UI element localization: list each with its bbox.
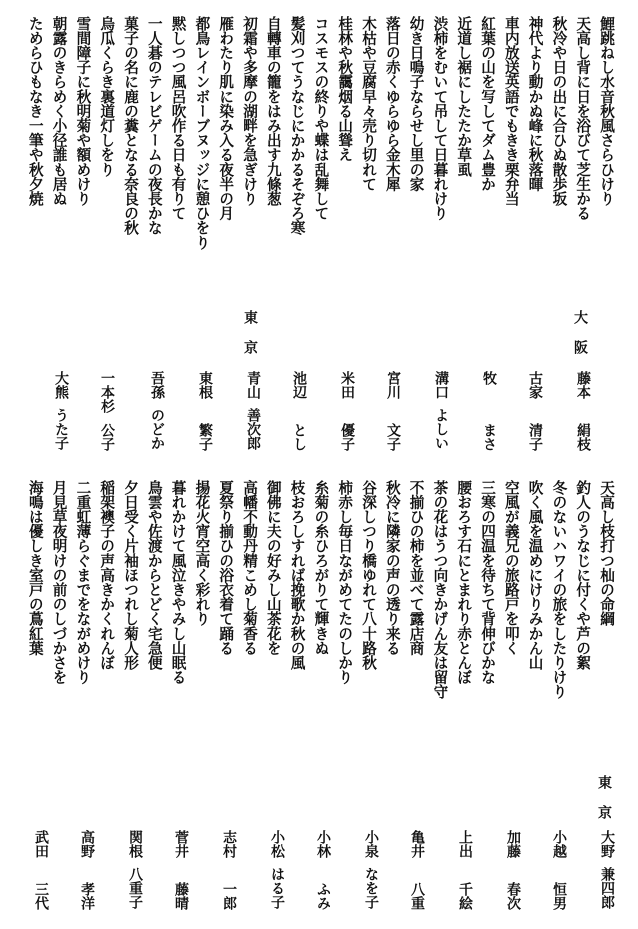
author-family-name: 関根 xyxy=(127,830,143,858)
author-given-name: 繁子 xyxy=(197,423,213,451)
author-family-name: 牧 xyxy=(481,371,497,385)
haiku-line: 夕日受く片袖ほつれし菊人形 xyxy=(122,480,139,670)
haiku-line: 暮れかけて風泣きやみし山眠る xyxy=(169,480,187,685)
haiku-line: 空風が義兄の旅路戸を叩く xyxy=(502,480,520,656)
haiku-line: 釣人のうなじに付くや芦の絮 xyxy=(574,480,592,670)
author-given-name: 清子 xyxy=(527,423,543,451)
author-location: 京 xyxy=(596,805,612,819)
haiku-line: 御佛に夫の好みし山茶花を xyxy=(264,480,282,656)
author-family-name: 小松 xyxy=(269,830,285,858)
haiku-line: 月見草夜明けの前のしづかさを xyxy=(50,480,68,685)
haiku-line: 天高し背に日を浴びて芝生かる xyxy=(574,16,592,221)
haiku-line: 三寒の四温を待ちて背伸びかな xyxy=(479,480,496,685)
author-given-name: ふみ xyxy=(315,882,331,910)
author-given-name: 春次 xyxy=(505,882,521,910)
author-location: 京 xyxy=(242,340,258,354)
author-given-name: 優子 xyxy=(339,423,355,451)
haiku-line: 落日の赤くゆらゆら金木犀 xyxy=(383,16,401,192)
author-family-name: 小泉 xyxy=(363,830,379,858)
author-given-name: とし xyxy=(291,423,307,451)
haiku-line: 枝おろしすれば挽歌か秋の風 xyxy=(288,480,306,670)
author-family-name: 加藤 xyxy=(505,830,521,858)
author-given-name: よしい xyxy=(433,408,449,450)
author-given-name: はる子 xyxy=(269,867,285,909)
author-family-name: 大野 xyxy=(599,830,615,858)
author-given-name: 一郎 xyxy=(221,882,237,910)
haiku-line: 天高し枝打つ杣の命綱 xyxy=(598,480,615,626)
author-family-name: 大熊 xyxy=(53,371,69,399)
author-family-name: 亀井 xyxy=(409,830,425,858)
author-given-name: 文子 xyxy=(385,423,401,451)
haiku-line: 髪刈つてうなじにかかるそぞろ寒 xyxy=(288,16,306,235)
haiku-line: 秋冷に隣家の声の透り来る xyxy=(383,480,401,656)
haiku-line: コスモスの終りや蝶は乱舞して xyxy=(312,16,330,221)
author-family-name: 武田 xyxy=(33,830,49,858)
haiku-line: 神代より動かぬ峰に秋落暉 xyxy=(526,16,544,192)
haiku-line: 菓子の名に鹿の糞となる奈良の秋 xyxy=(122,16,139,235)
haiku-line: 初霜や多摩の湖畔を急ぎけり xyxy=(241,16,258,206)
author-given-name: 恒男 xyxy=(551,882,567,910)
author-family-name: 古家 xyxy=(527,371,543,399)
author-given-name: のどか xyxy=(149,408,165,450)
author-family-name: 小林 xyxy=(315,830,331,858)
author-family-name: 吾孫 xyxy=(149,371,165,399)
author-family-name: 一本杉 xyxy=(99,371,115,413)
haiku-line: 都鳥レインボーブヌッジに憩ひをり xyxy=(193,16,211,250)
haiku-line: 桂林や秋靄烟る山聳え xyxy=(336,16,354,162)
author-family-name: 藤本 xyxy=(575,371,591,399)
author-family-name: 東根 xyxy=(197,371,213,399)
haiku-line: 車内放送英語でもきき栗弁当 xyxy=(502,16,520,206)
haiku-line: 海鳴は優しき室戸の蔦紅葉 xyxy=(26,480,44,656)
author-family-name: 志村 xyxy=(221,830,237,858)
author-given-name: 三代 xyxy=(33,882,49,910)
author-family-name: 池辺 xyxy=(291,371,307,399)
haiku-line: 谷深しつり橋ゆれて八十路秋 xyxy=(360,480,377,670)
haiku-line: 雁わたり肌に染み入る夜半の月 xyxy=(217,16,235,221)
author-location: 東 xyxy=(596,775,612,789)
author-family-name: 宮川 xyxy=(385,371,401,399)
haiku-line: 柿赤し毎日ながめてたのしかり xyxy=(336,480,354,685)
author-location: 東 xyxy=(242,310,258,324)
author-given-name: 絹枝 xyxy=(575,423,591,451)
haiku-line: 黙しつつ風呂吹作る日も有りて xyxy=(169,16,187,221)
author-location: 大 xyxy=(572,310,588,324)
author-given-name: 八重子 xyxy=(127,867,143,909)
author-given-name: 藤晴 xyxy=(173,882,189,910)
haiku-line: 鯉跳ねし水音秋風さらひけり xyxy=(598,16,615,206)
author-location: 阪 xyxy=(572,340,588,354)
author-given-name: 八重 xyxy=(409,882,425,910)
author-given-name: 孝洋 xyxy=(79,882,95,910)
haiku-line: 朝露のきらめく小径誰も居ぬ xyxy=(50,16,68,206)
author-family-name: 高野 xyxy=(79,830,95,858)
haiku-line: 冬のないハワイの旅をしたりけり xyxy=(550,480,568,699)
haiku-line: 腰おろす石にとまれり赤とんぼ xyxy=(455,480,473,685)
haiku-line: 秋冷や日の出に合ひぬ散歩坂 xyxy=(550,16,568,206)
haiku-line: 自轉車の籠をはみ出す九條葱 xyxy=(264,16,282,206)
author-family-name: 米田 xyxy=(339,371,355,399)
haiku-line: 渋柿をむいて吊して日暮れけり xyxy=(431,16,449,221)
haiku-line: 稲架襖子の声高きかくれんぼ xyxy=(98,480,116,670)
author-given-name: 兼四郎 xyxy=(599,867,615,909)
author-given-name: 公子 xyxy=(99,423,115,451)
author-family-name: 上出 xyxy=(457,830,473,858)
haiku-line: 高幡不動丹精こめし菊香る xyxy=(241,480,258,656)
haiku-line: 二重虹薄らぐまでをながめけり xyxy=(74,480,92,685)
author-given-name: 善次郎 xyxy=(245,408,261,450)
haiku-line: 烏瓜くらき裏道灯しをり xyxy=(98,16,116,177)
haiku-line: 近道し裾にしたたか草虱 xyxy=(455,16,473,177)
author-family-name: 青山 xyxy=(245,371,261,399)
author-given-name: なを子 xyxy=(363,867,379,909)
haiku-line: 吹く風を温めにけりみかん山 xyxy=(526,480,544,670)
author-given-name: 千絵 xyxy=(457,882,473,910)
author-family-name: 溝口 xyxy=(433,371,449,399)
haiku-line: 一人碁のテレビゲームの夜長かな xyxy=(145,16,163,235)
haiku-line: 揚花火宵空高く彩れり xyxy=(193,480,211,626)
haiku-line: 雪間障子に秋明菊や額めけり xyxy=(74,16,92,206)
haiku-line: 不揃ひの柿を並べて露店商 xyxy=(407,480,425,656)
author-given-name: まさ xyxy=(481,423,497,451)
author-family-name: 菅井 xyxy=(173,830,189,858)
haiku-line: 木枯や豆腐早々売り切れて xyxy=(360,16,377,192)
haiku-line: 糸菊の糸ひろがりて輝きぬ xyxy=(312,480,330,656)
haiku-line: ためらひもなき一筆や秋夕焼 xyxy=(26,16,44,206)
haiku-line: 幼き日鳴子ならせし里の家 xyxy=(407,16,425,192)
author-family-name: 小越 xyxy=(551,830,567,858)
haiku-line: 紅葉の山を写してダム豊か xyxy=(479,16,496,192)
haiku-line: 鳥雲や佐渡からとどく宅急便 xyxy=(145,480,163,670)
author-given-name: うた子 xyxy=(53,408,69,450)
haiku-line: 夏祭り揃ひの浴衣着て踊る xyxy=(217,480,235,656)
haiku-line: 茶の花はうつ向きかげん友は留守 xyxy=(431,480,449,699)
